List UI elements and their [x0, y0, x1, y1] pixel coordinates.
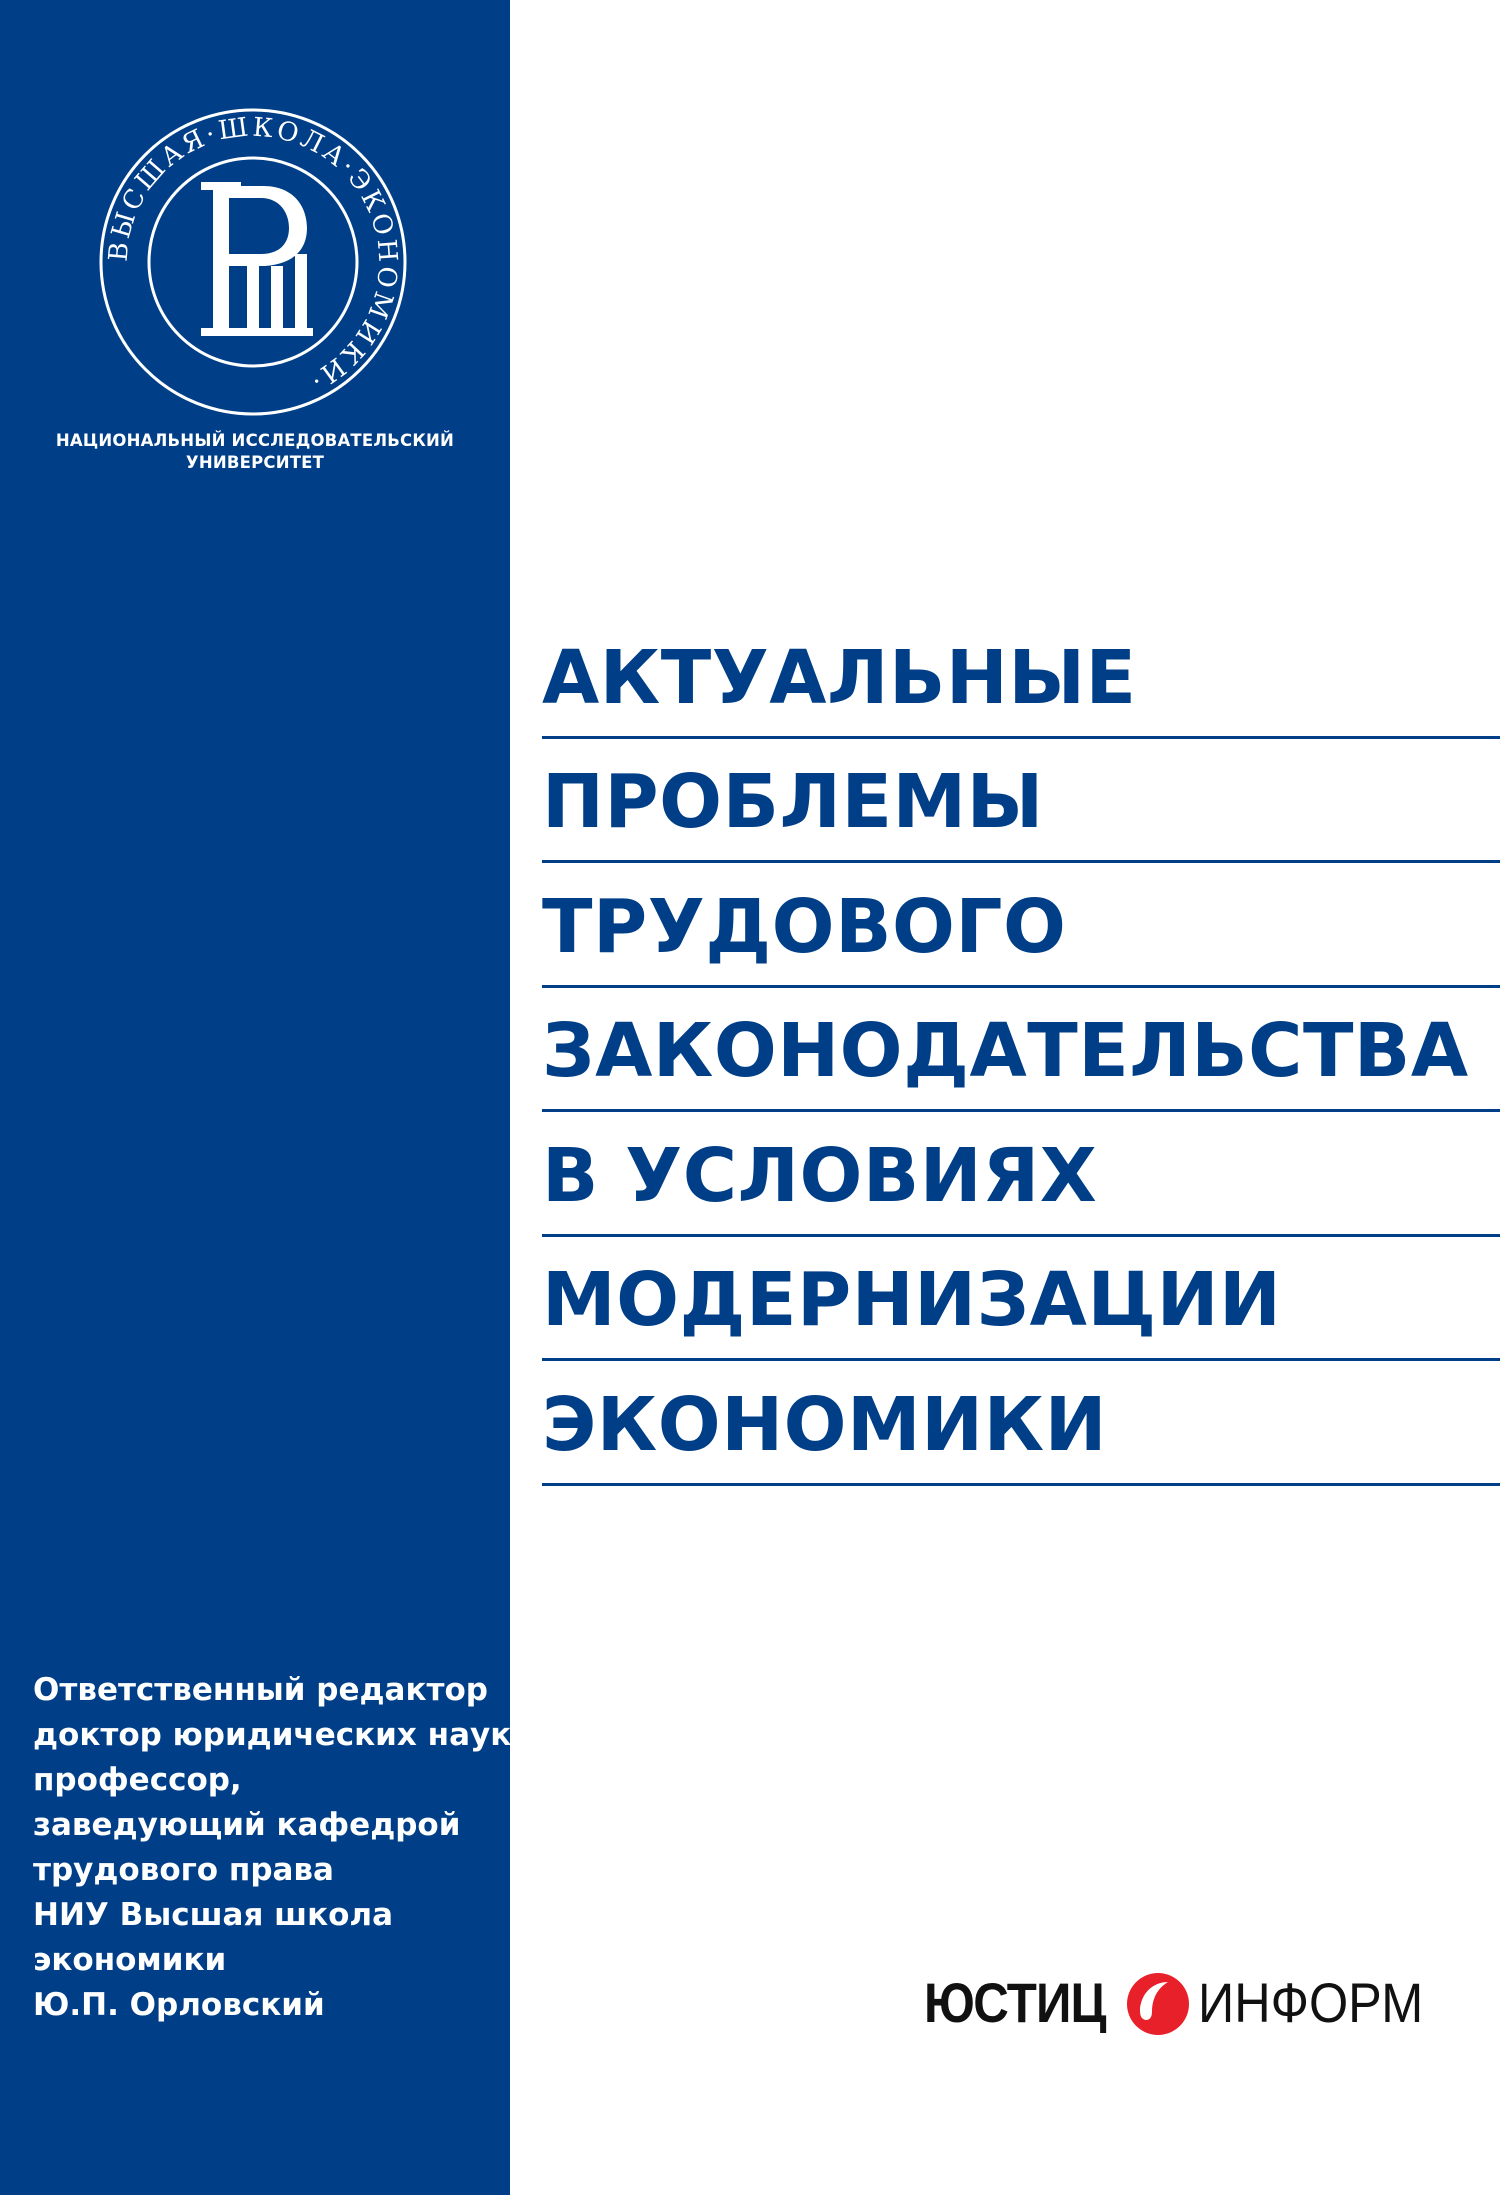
editor-info	[33, 1668, 524, 2028]
cover-sidebar	[0, 0, 524, 2195]
university-line-2: УНИВЕРСИТЕТ	[185, 453, 325, 472]
university-caption	[10, 430, 500, 474]
publisher-name-part2: ИНФОРМ	[1198, 1971, 1424, 2034]
book-title	[542, 614, 1500, 1486]
title-line	[542, 1237, 1500, 1362]
seal-ring-text: ВЫСШАЯ·ШКОЛА·ЭКОНОМИКИ·	[103, 112, 403, 397]
monogram-icon	[201, 182, 313, 336]
title-text: МОДЕРНИЗАЦИИ	[542, 1257, 1282, 1343]
editor-line: доктор юридических наук,	[33, 1717, 524, 1753]
title-text: ПРОБЛЕМЫ	[542, 759, 1044, 845]
editor-line: НИУ Высшая школа	[33, 1897, 394, 1933]
title-text: АКТУАЛЬНЫЕ	[542, 634, 1137, 721]
publisher-logo	[924, 1968, 1424, 2038]
title-line	[542, 1361, 1500, 1486]
title-line	[542, 863, 1500, 988]
title-text: ЗАКОНОДАТЕЛЬСТВА	[542, 1008, 1469, 1094]
title-line	[542, 739, 1500, 864]
editor-line: трудового права	[33, 1852, 334, 1888]
hse-seal-logo	[95, 104, 411, 420]
title-text: ТРУДОВОГО	[542, 883, 1067, 970]
editor-line: профессор,	[33, 1762, 242, 1798]
editor-line: экономики	[33, 1942, 227, 1978]
editor-line: Ю.П. Орловский	[33, 1987, 325, 2023]
title-text: ЭКОНОМИКИ	[542, 1381, 1108, 1468]
editor-line: Ответственный редактор	[33, 1672, 488, 1708]
title-line	[542, 614, 1500, 739]
title-text: В УСЛОВИЯХ	[542, 1132, 1098, 1219]
editor-line: заведующий кафедрой	[33, 1807, 461, 1843]
title-line	[542, 988, 1500, 1113]
university-line-1: НАЦИОНАЛЬНЫЙ ИССЛЕДОВАТЕЛЬСКИЙ	[55, 431, 455, 450]
publisher-name-part1: ЮСТИЦ	[924, 1971, 1106, 2034]
title-line	[542, 1112, 1500, 1237]
red-drop-icon	[1120, 1968, 1192, 2038]
